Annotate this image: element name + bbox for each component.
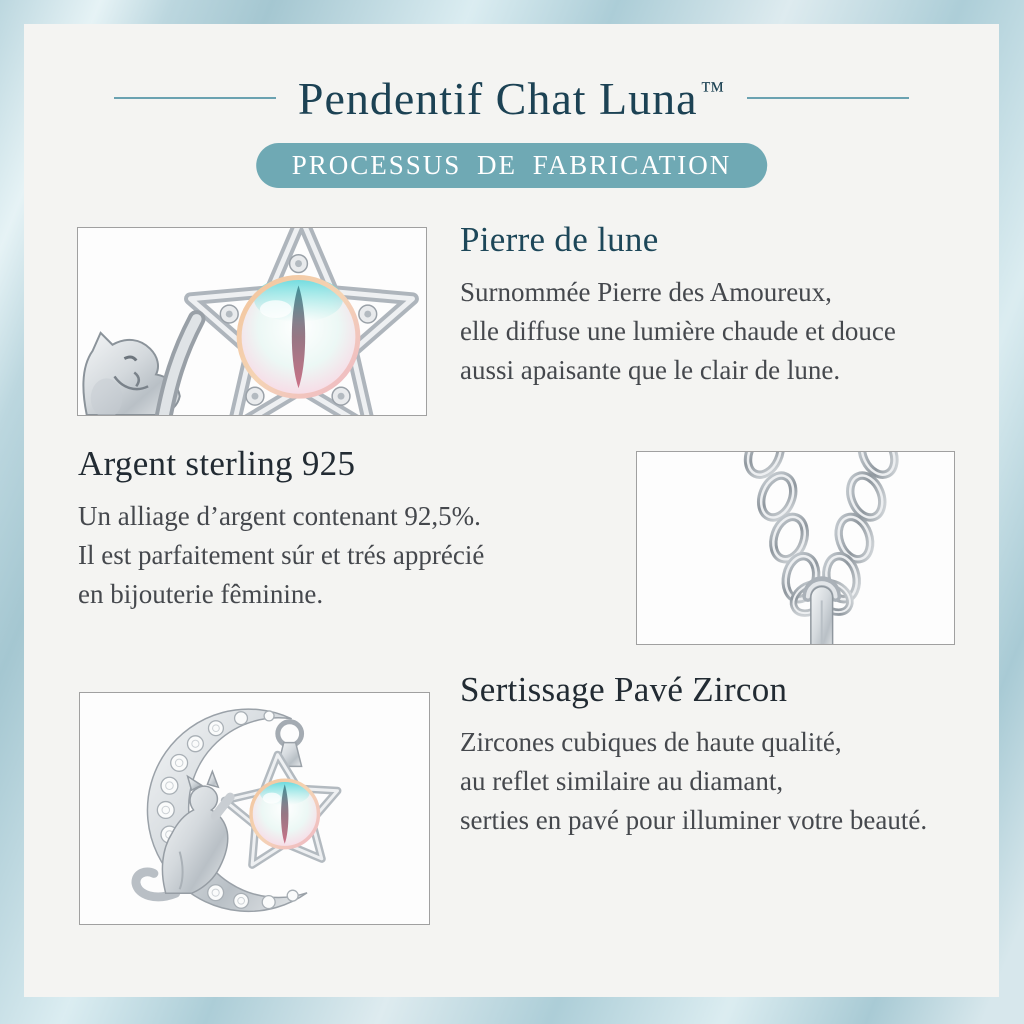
body-line: Un alliage d’argent contenant 92,5%. bbox=[78, 501, 481, 531]
moon-cat-pendant-photo bbox=[80, 693, 429, 924]
moonstone-orb-icon bbox=[239, 276, 358, 396]
title-divider-left bbox=[114, 97, 276, 99]
body-line: elle diffuse une lumière chaude et douce bbox=[460, 316, 896, 346]
moonstone-closeup-image bbox=[77, 227, 427, 416]
silver-chain-photo bbox=[637, 452, 954, 644]
info-card bbox=[24, 24, 999, 997]
section-heading: Sertissage Pavé Zircon bbox=[460, 670, 788, 709]
body-line: Zircones cubiques de haute qualité, bbox=[460, 727, 842, 757]
cat-star-moonstone-photo bbox=[78, 228, 426, 415]
section-argent-sterling bbox=[78, 444, 623, 614]
pendant-bail-icon bbox=[808, 582, 836, 644]
process-badge: PROCESSUS DE FABRICATION bbox=[256, 143, 768, 188]
moon-cat-pendant-image bbox=[79, 692, 430, 925]
body-line: au reflet similaire au diamant, bbox=[460, 766, 784, 796]
section-pierre-de-lune bbox=[460, 220, 990, 390]
body-line: Il est parfaitement súr et trés apprécié bbox=[78, 540, 485, 570]
body-line: aussi apaisante que le clair de lune. bbox=[460, 355, 841, 385]
title-row bbox=[24, 69, 999, 127]
section-heading: Pierre de lune bbox=[460, 220, 659, 259]
body-line: Surnommée Pierre des Amoureux, bbox=[460, 277, 832, 307]
page-title-text: Pendentif Chat Luna bbox=[297, 72, 698, 124]
section-heading: Argent sterling 925 bbox=[78, 444, 356, 483]
silver-chain-image bbox=[636, 451, 955, 645]
section-sertissage-pave bbox=[460, 670, 995, 840]
moonstone-orb-small-icon bbox=[251, 780, 318, 847]
title-divider-right bbox=[747, 97, 909, 99]
body-line: serties en pavé pour illuminer votre beauté. bbox=[460, 805, 928, 835]
trademark-symbol: ™ bbox=[700, 77, 726, 104]
body-line: en bijouterie fêminine. bbox=[78, 579, 324, 609]
page-title bbox=[298, 72, 725, 125]
